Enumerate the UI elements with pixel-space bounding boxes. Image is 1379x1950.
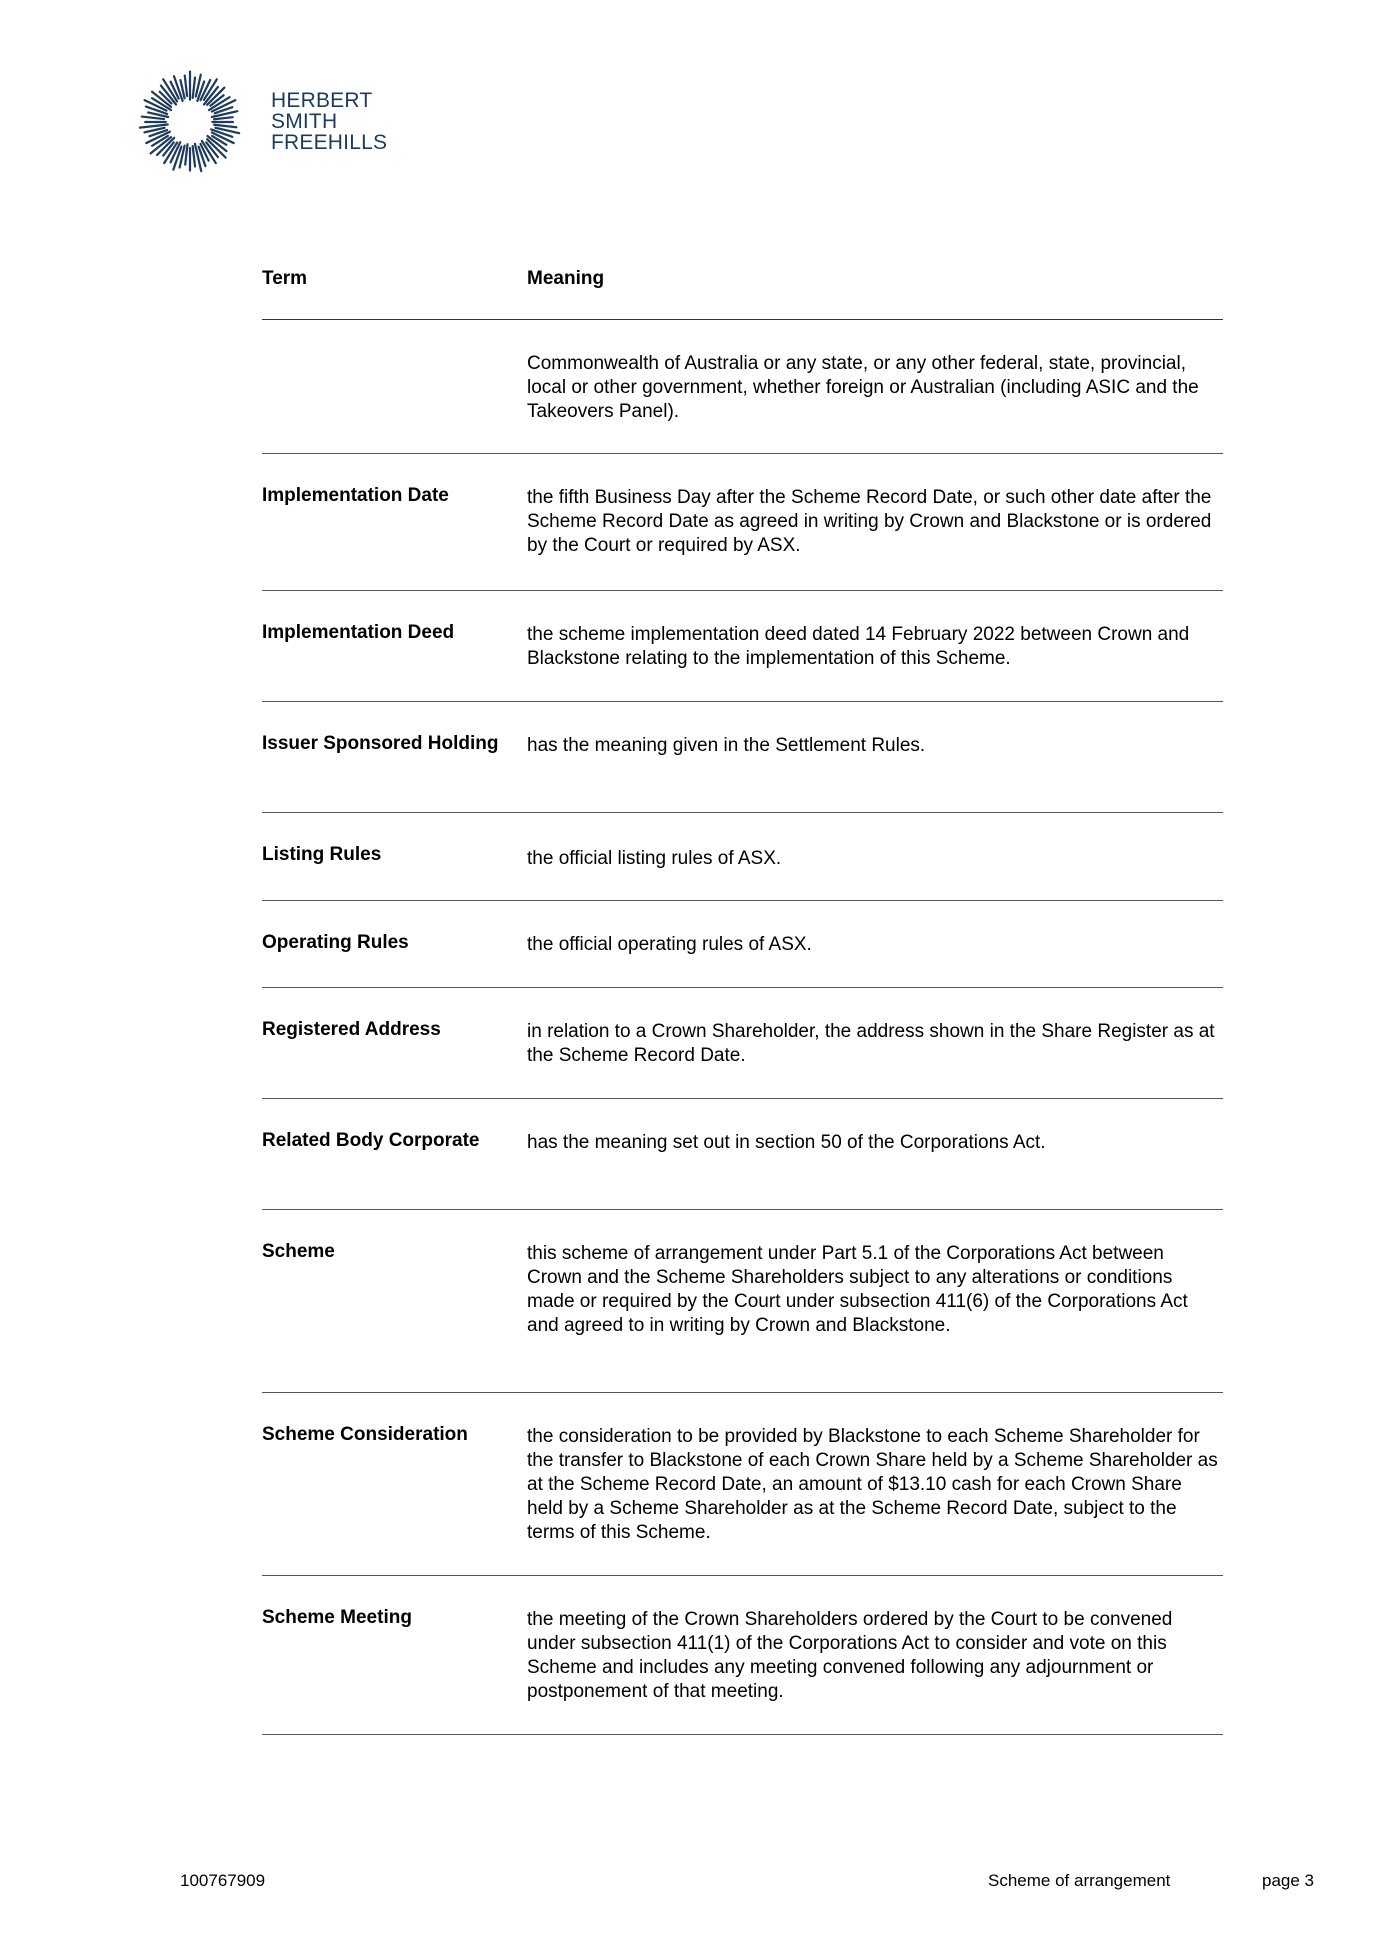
- table-row: [262, 901, 1223, 988]
- meaning-cell: the scheme implementation deed dated 14 February 2022 between Crown and Blackstone relating to the implementation of this Scheme.: [527, 624, 1190, 669]
- meaning-cell: the meeting of the Crown Shareholders ordered by the Court to be convened under subsection 411(1) of the Corporations Act to consider and vote on this Scheme and includes any meeting convened following any adjournment or postponement of that meeting.: [527, 1609, 1173, 1702]
- term-cell: Implementation Deed: [262, 622, 455, 643]
- meaning-cell: the consideration to be provided by Blackstone to each Scheme Shareholder for the transfer to Blackstone of each Crown Share held by a Scheme Shareholder as at the Scheme Record Date, an amount of $13.10 cash for each Crown Share held by a Scheme Shareholder as at the Scheme Record Date, subject to the terms of this Scheme.: [527, 1426, 1218, 1543]
- logo-ray: [185, 144, 187, 164]
- table-row: [262, 454, 1223, 591]
- meaning-cell: has the meaning given in the Settlement Rules.: [527, 735, 926, 756]
- brand-line-1: HERBERT: [271, 89, 373, 112]
- meaning-column-header: Meaning: [527, 268, 605, 289]
- logo-ray: [214, 125, 236, 128]
- term-cell: Issuer Sponsored Holding: [262, 733, 499, 754]
- logo-ray: [193, 77, 195, 97]
- term-cell: Scheme Meeting: [262, 1607, 412, 1628]
- table-row: [262, 591, 1223, 702]
- brand-line-2: SMITH: [271, 110, 338, 133]
- footer-document-title: Scheme of arrangement: [988, 1871, 1171, 1890]
- table-row: [262, 813, 1223, 901]
- footer-page-number: page 3: [1262, 1871, 1314, 1890]
- term-cell: Listing Rules: [262, 844, 382, 865]
- meaning-cell: has the meaning set out in section 50 of the Corporations Act.: [527, 1132, 1046, 1153]
- herbert-smith-freehills-logo: [134, 66, 246, 178]
- meaning-cell: Commonwealth of Australia or any state, or any other federal, state, provincial, local or other government, whether foreign or Australian (including ASIC and the Takeovers Panel).: [527, 353, 1199, 422]
- term-cell: Related Body Corporate: [262, 1130, 480, 1151]
- footer-document-id: 100767909: [180, 1871, 266, 1890]
- table-row: [262, 1393, 1223, 1576]
- term-cell: Scheme: [262, 1241, 335, 1262]
- logo-ray: [142, 117, 164, 120]
- table-row: [262, 988, 1223, 1099]
- table-row: [262, 1099, 1223, 1210]
- table-row: [262, 1210, 1223, 1393]
- logo-ray: [193, 146, 195, 166]
- table-row: [262, 1576, 1223, 1735]
- table-row: [262, 702, 1223, 813]
- definitions-table: [262, 258, 1223, 1735]
- meaning-cell: the official operating rules of ASX.: [527, 934, 812, 955]
- table-header: [262, 258, 1223, 320]
- term-cell: Operating Rules: [262, 932, 409, 953]
- term-cell: Registered Address: [262, 1019, 441, 1040]
- term-cell: [262, 320, 527, 453]
- meaning-cell: the official listing rules of ASX.: [527, 848, 782, 869]
- term-column-header: Term: [262, 268, 308, 289]
- table-row: [262, 320, 1223, 454]
- term-cell: Scheme Consideration: [262, 1424, 468, 1445]
- brand-wordmark: [271, 90, 387, 153]
- logo-ray: [214, 117, 233, 119]
- term-cell: Implementation Date: [262, 485, 449, 506]
- meaning-cell: in relation to a Crown Shareholder, the address shown in the Share Register as at the Scheme Record Date.: [527, 1021, 1215, 1066]
- meaning-cell: the fifth Business Day after the Scheme Record Date, or such other date after the Scheme Record Date as agreed in writing by Crown and Blackstone or is ordered by the Court or required by ASX.: [527, 487, 1212, 556]
- meaning-cell: this scheme of arrangement under Part 5.1 of the Corporations Act between Crown and the Scheme Shareholders subject to any alterations or conditions made or required by the Court under subsection 411(6) of the Corporations Act and agreed to in writing by Crown and Blackstone.: [527, 1243, 1188, 1336]
- brand-line-3: FREEHILLS: [271, 131, 388, 154]
- logo-ray: [185, 76, 187, 96]
